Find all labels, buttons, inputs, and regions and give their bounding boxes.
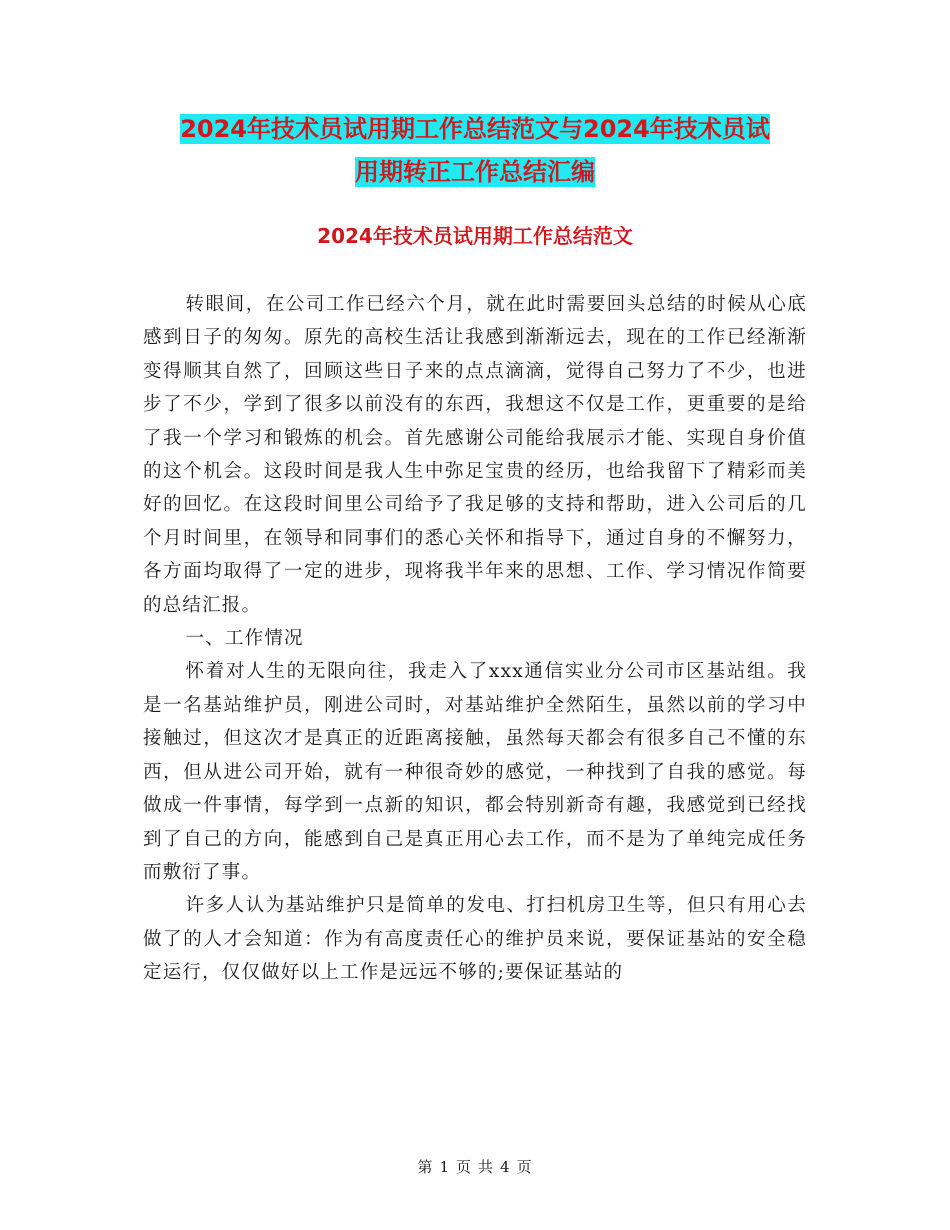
document-body: [143, 288, 807, 990]
footer-total-prefix: 共: [478, 1158, 495, 1176]
footer-prefix: 第: [417, 1158, 434, 1176]
footer-page-number: 1: [439, 1158, 450, 1176]
page-footer: [0, 1156, 950, 1177]
section-title: 2024年技术员试用期工作总结范文: [317, 224, 633, 248]
document-title-line2: 用期转正工作总结汇编: [355, 158, 595, 186]
footer-total-pages: 4: [500, 1158, 511, 1176]
document-title: [140, 108, 810, 194]
paragraph-work-2: 许多人认为基站维护只是简单的发电、打扫机房卫生等，但只有用心去做了的人才会知道：作为有高度责任心的维护员来说，要保证基站的安全稳定运行，仅仅做好以上工作是远远不够的;要保证基站的: [143, 895, 807, 984]
document-title-line1: 2024年技术员试用期工作总结范文与2024年技术员试: [180, 115, 770, 143]
paragraph-intro: 转眼间，在公司工作已经六个月，就在此时需要回头总结的时候从心底感到日子的匆匆。原先的高校生活让我感到渐渐远去，现在的工作已经渐渐变得顺其自然了，回顾这些日子来的点点滴滴，觉得自己努力了不少，也进步了不少，学到了很多以前没有的东西，我想这不仅是工作，更重要的是给了我一个学习和锻炼的机会。首先感谢公司能给我展示才能、实现自身价值的这个机会。这段时间是我人生中弥足宝贵的经历，也给我留下了精彩而美好的回忆。在这段时间里公司给予了我足够的支持和帮助，进入公司后的几个月时间里，在领导和同事们的悉心关怀和指导下，通过自身的不懈努力，各方面均取得了一定的进步，现将我半年来的思想、工作、学习情况作简要的总结汇报。: [143, 294, 807, 616]
footer-page-unit: 页: [455, 1158, 472, 1176]
heading-work-situation: 一、工作情况: [185, 628, 304, 650]
footer-total-unit: 页: [516, 1158, 533, 1176]
paragraph-work-1: 怀着对人生的无限向往，我走入了xxx通信实业分公司市区基站组。我是一名基站维护员，刚进公司时，对基站维护全然陌生，虽然以前的学习中接触过，但这次才是真正的近距离接触，虽然每天都会有很多自己不懂的东西，但从进公司开始，就有一种很奇妙的感觉，一种找到了自我的感觉。每做成一件事情，每学到一点新的知识，都会特别新奇有趣，我感觉到已经找到了自己的方向，能感到自己是真正用心去工作，而不是为了单纯完成任务而敷衍了事。: [143, 661, 807, 883]
